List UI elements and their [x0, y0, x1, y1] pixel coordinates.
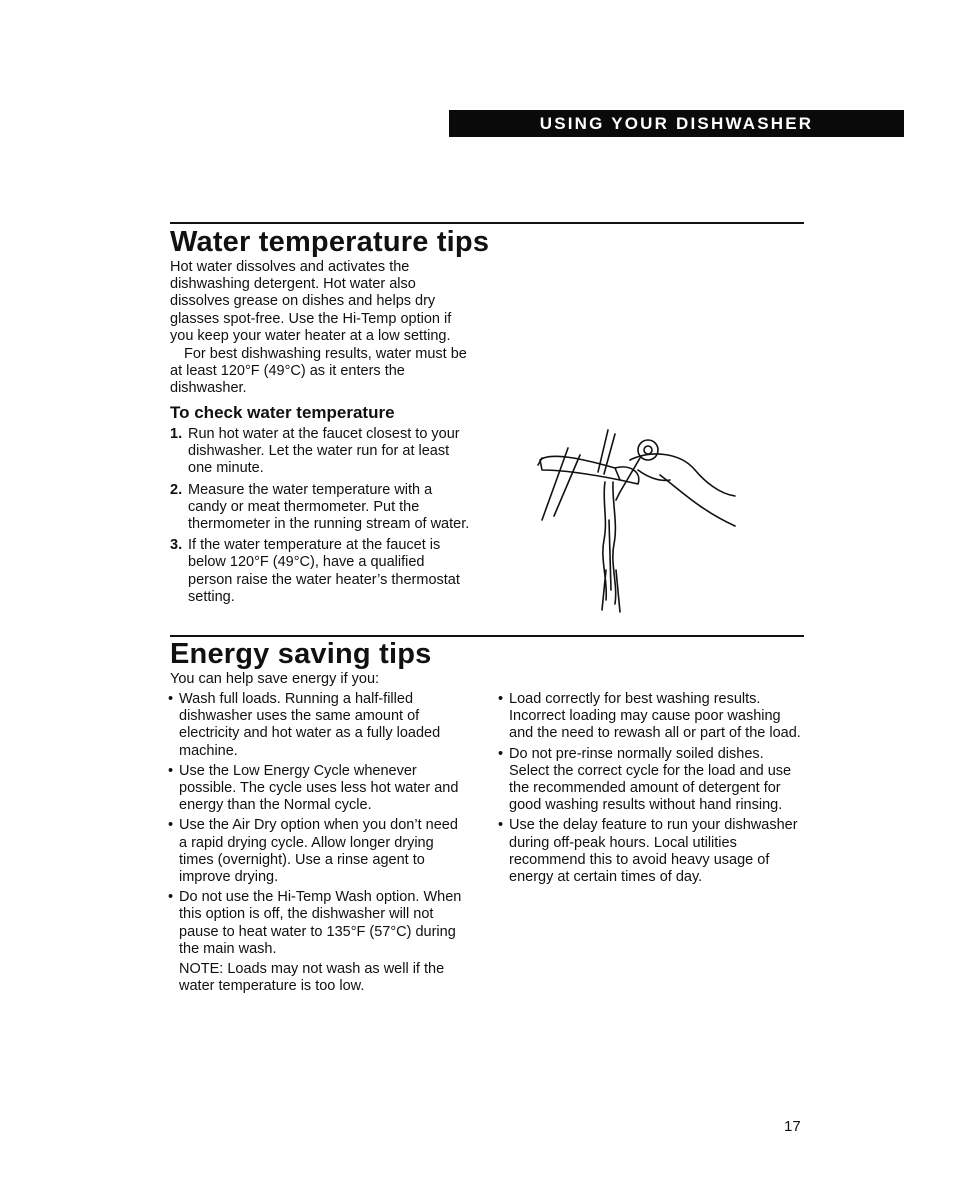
energy-tip-text: Use the delay feature to run your dishwasher during off-peak hours. Local utilities recommend this to avoid heavy usage of energy at certain times of day. [509, 817, 798, 886]
energy-tip-item [498, 745, 804, 815]
step-text: If the water temperature at the faucet is below 120°F (49°C), have a qualified person raise the water heater’s thermostat setting. [188, 537, 460, 605]
energy-note-text: NOTE: Loads may not wash as well if the water temperature is too low. [179, 961, 445, 995]
step-text: Run hot water at the faucet closest to your dishwasher. Let the water run for at least one minute. [188, 426, 460, 477]
section-divider [170, 222, 804, 224]
bullet-icon: • [498, 745, 504, 762]
step-text: Measure the water temperature with a candy or meat thermometer. Put the thermometer in the running stream of water. [188, 481, 470, 533]
section-header-bar [449, 110, 904, 137]
step-number: 3. [170, 537, 183, 554]
section-header-label: USING YOUR DISHWASHER [539, 113, 814, 133]
energy-tip-item [498, 817, 804, 886]
step-item [170, 537, 470, 606]
check-temperature-heading: To check water temperature [170, 403, 395, 422]
check-steps-list [170, 426, 470, 606]
water-temperature-title: Water temperature tips [170, 226, 490, 258]
bullet-icon: • [498, 817, 504, 834]
energy-tip-text: Load correctly for best washing results. Incorrect loading may cause poor washing and the need to rewash all or part of the load. [509, 691, 801, 742]
page-number: 17 [784, 1118, 801, 1135]
energy-tip-item [498, 691, 804, 743]
energy-note [179, 961, 467, 995]
energy-tip-item [168, 762, 467, 815]
energy-tip-item [168, 691, 467, 760]
bullet-icon: • [168, 762, 174, 779]
energy-tip-text: Do not use the Hi-Temp Wash option. When this option is off, the dishwasher will not pause to heat water to 135°F (57°C) during the main wash. [179, 889, 462, 957]
step-number: 1. [170, 426, 183, 442]
energy-intro-text: You can help save energy if you: [170, 671, 380, 687]
water-intro-text: Hot water dissolves and activates the dishwashing detergent. Hot water also dissolves grease on dishes and helps dry glasses spot-free. Use the Hi-Temp option if you keep your water heater at a low setting. [170, 259, 452, 344]
bullet-icon: • [168, 691, 174, 707]
bullet-icon: • [168, 889, 174, 906]
energy-tip-text: Use the Air Dry option when you don’t need a rapid drying cycle. Allow longer drying times (overnight). Use a rinse agent to improve drying. [179, 817, 458, 886]
bullet-icon: • [168, 817, 174, 834]
energy-tip-item [168, 889, 467, 958]
energy-tip-item [168, 817, 467, 886]
water-intro2-text: For best dishwashing results, water must be at least 120°F (49°C) as it enters the dishwasher. [170, 346, 467, 397]
bullet-icon: • [498, 691, 504, 707]
step-item [170, 426, 470, 478]
energy-saving-title: Energy saving tips [170, 638, 432, 670]
energy-tips-right-list [498, 691, 804, 886]
energy-tip-text: Do not pre-rinse normally soiled dishes. Select the correct cycle for the load and use the recommended amount of detergent for good washing results without hand rinsing. [509, 745, 792, 814]
energy-tip-text: Wash full loads. Running a half-filled dishwasher uses the same amount of electricity and hot water as a fully loaded machine. [179, 691, 441, 759]
energy-tip-text: Use the Low Energy Cycle whenever possible. The cycle uses less hot water and energy than the Normal cycle. [179, 762, 459, 814]
faucet-thermometer-illustration [520, 420, 750, 620]
section-divider [170, 635, 804, 637]
energy-tips-left-list [168, 691, 467, 995]
step-number: 2. [170, 481, 183, 498]
step-item [170, 481, 470, 534]
